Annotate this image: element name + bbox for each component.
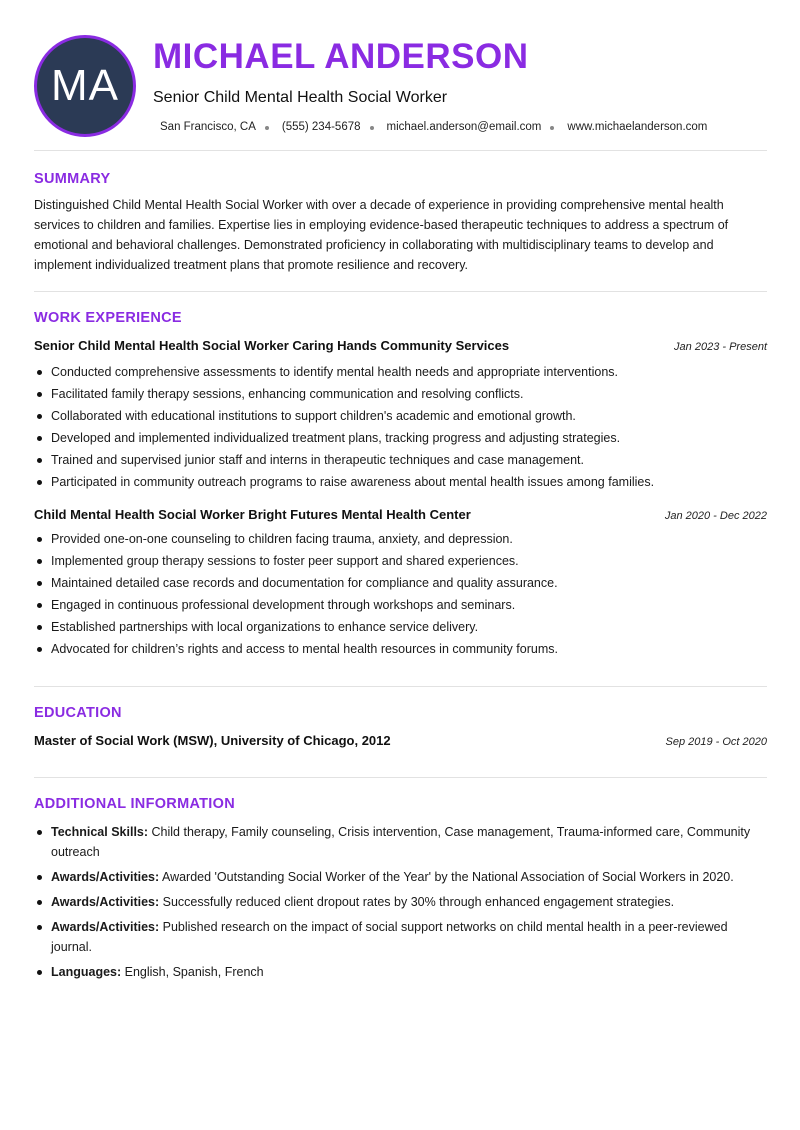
job-bullets <box>34 361 767 493</box>
summary-text: Distinguished Child Mental Health Social Worker with over a decade of experience in providing comprehensive mental health services to children and families. Expertise lies in employing evidence-based therapeutic techniques to address a spectrum of emotional and behavioral challenges. Demonstrated proficiency in collaborating with multidisciplinary teams to develop and implement individualized treatment plans that promote resilience and recovery. <box>34 198 729 272</box>
experience-heading: WORK EXPERIENCE <box>34 310 182 326</box>
job-date: Jan 2020 - Dec 2022 <box>664 510 767 522</box>
list-item: Implemented group therapy sessions to foster peer support and shared experiences. <box>34 550 767 572</box>
list-item <box>34 962 767 982</box>
education-heading: EDUCATION <box>34 705 122 721</box>
avatar-initials: MA <box>51 61 119 110</box>
list-item: Provided one-on-one counseling to children facing trauma, anxiety, and depression. <box>34 528 767 550</box>
contact-phone[interactable]: (555) 234-5678 <box>281 121 361 133</box>
item-label: Awards/Activities: <box>51 870 160 884</box>
education-date: Sep 2019 - Oct 2020 <box>665 736 767 748</box>
list-item <box>34 822 767 862</box>
divider <box>34 291 767 292</box>
list-item: Collaborated with educational institutions to support children's academic and emotional growth. <box>34 405 767 427</box>
contact-line <box>160 121 707 133</box>
job-title: Senior Child Mental Health Social Worker Caring Hands Community Services <box>34 338 510 353</box>
list-item: Participated in community outreach programs to raise awareness about mental health issues among families. <box>34 471 767 493</box>
item-label: Awards/Activities: <box>51 895 160 909</box>
separator-dot-icon <box>370 126 374 130</box>
item-text: Published research on the impact of social support networks on child mental health in a peer-reviewed journal. <box>51 920 728 954</box>
job-header <box>34 338 767 353</box>
summary-heading: SUMMARY <box>34 171 111 187</box>
separator-dot-icon <box>265 126 269 130</box>
education-entry <box>34 733 767 748</box>
degree: Master of Social Work (MSW), University of Chicago, 2012 <box>34 733 391 748</box>
divider <box>34 686 767 687</box>
job-bullets <box>34 528 767 660</box>
avatar <box>34 35 136 137</box>
list-item <box>34 917 767 957</box>
divider <box>34 150 767 151</box>
divider <box>34 777 767 778</box>
candidate-title: Senior Child Mental Health Social Worker <box>153 89 448 106</box>
list-item: Maintained detailed case records and documentation for compliance and quality assurance. <box>34 572 767 594</box>
item-label: Awards/Activities: <box>51 920 160 934</box>
list-item: Trained and supervised junior staff and interns in therapeutic techniques and case management. <box>34 449 767 471</box>
separator-dot-icon <box>550 126 554 130</box>
list-item: Engaged in continuous professional development through workshops and seminars. <box>34 594 767 616</box>
item-label: Technical Skills: <box>51 825 149 839</box>
contact-email[interactable]: michael.anderson@email.com <box>386 121 542 133</box>
item-text: English, Spanish, French <box>124 965 264 979</box>
contact-website[interactable]: www.michaelanderson.com <box>567 121 708 133</box>
contact-location: San Francisco, CA <box>160 121 256 133</box>
item-label: Languages: <box>51 965 122 979</box>
job-header <box>34 507 767 522</box>
list-item: Facilitated family therapy sessions, enhancing communication and resolving conflicts. <box>34 383 767 405</box>
item-text: Successfully reduced client dropout rates by 30% through enhanced engagement strategies. <box>162 895 675 909</box>
list-item: Conducted comprehensive assessments to identify mental health needs and appropriate interventions. <box>34 361 767 383</box>
additional-list <box>34 822 767 987</box>
job-date: Jan 2023 - Present <box>674 341 767 353</box>
list-item <box>34 892 767 912</box>
additional-heading: ADDITIONAL INFORMATION <box>34 796 235 812</box>
list-item: Established partnerships with local organizations to enhance service delivery. <box>34 616 767 638</box>
list-item <box>34 867 767 887</box>
list-item: Developed and implemented individualized treatment plans, tracking progress and adjusting strategies. <box>34 427 767 449</box>
candidate-name: MICHAEL ANDERSON <box>153 37 529 76</box>
item-text: Child therapy, Family counseling, Crisis intervention, Case management, Trauma-informed care, Community outreach <box>51 825 751 859</box>
item-text: Awarded 'Outstanding Social Worker of the Year' by the National Association of Social Workers in 2020. <box>161 870 734 884</box>
job-title: Child Mental Health Social Worker Bright Futures Mental Health Center <box>34 507 471 522</box>
list-item: Advocated for children’s rights and access to mental health resources in community forums. <box>34 638 767 660</box>
